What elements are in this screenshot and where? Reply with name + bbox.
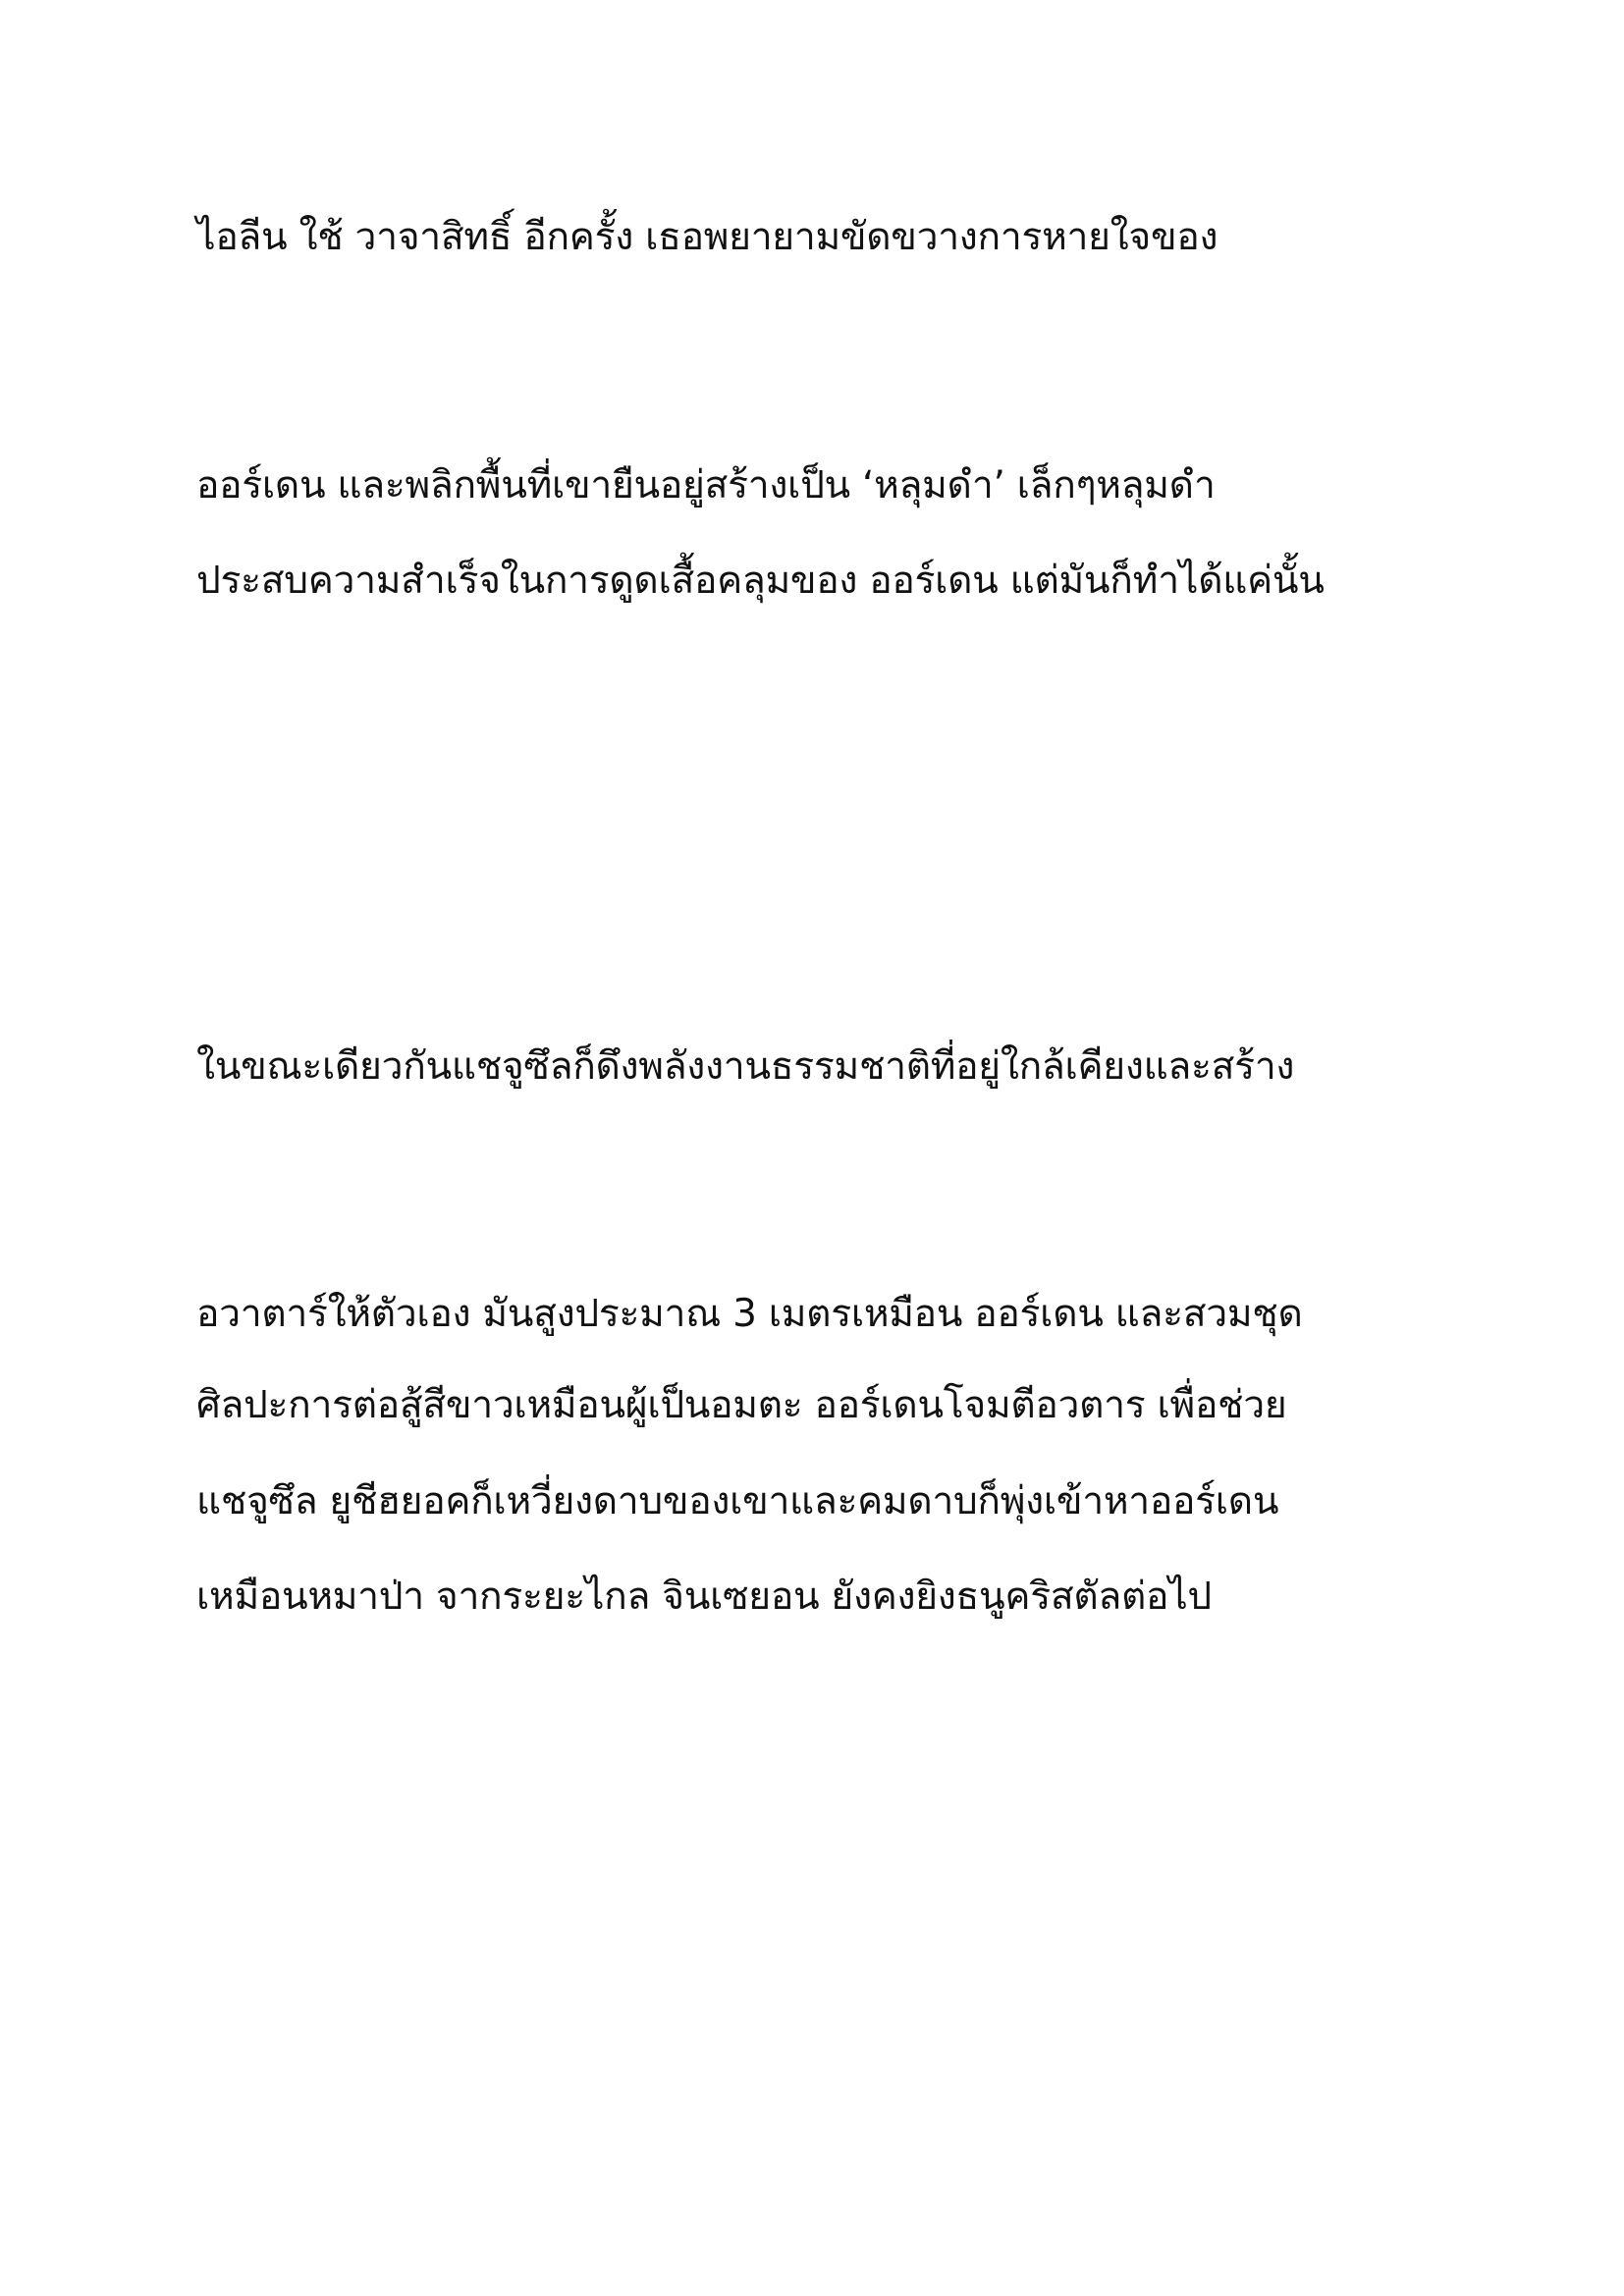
text-line: เหมือนหมาป่า จากระยะไกล จินเซยอน ยังคงยิงธนูคริสตัลต่อไป xyxy=(196,1575,1212,1619)
text-line: ประสบความสำเร็จในการดูดเสื้อคลุมของ ออร์เดน แต่มันก็ทำได้แค่นั้น xyxy=(196,559,1325,603)
text-line: ออร์เดน และพลิกพื้นที่เขายืนอยู่สร้างเป็น ‘หลุมดำ’ เล็กๆหลุมดำ xyxy=(196,463,1216,507)
text-line: ศิลปะการต่อสู้สีขาวเหมือนผู้เป็นอมตะ ออร์เดนโจมตีอวตาร เพื่อช่วย xyxy=(196,1383,1287,1427)
text-line: อวาตาร์ให้ตัวเอง มันสูงประมาณ 3 เมตรเหมือน ออร์เดน และสวมชุด xyxy=(196,1292,1303,1336)
text-line: ไอลีน ใช้ วาจาสิทธิ์ อีกครั้ง เธอพยายามขัดขวางการหายใจของ xyxy=(196,215,1218,259)
text-line: ในขณะเดียวกันแชจูซึลก็ดึงพลังงานธรรมชาติที่อยู่ใกล้เคียงและสร้าง xyxy=(196,1044,1295,1089)
text-line: แชจูซึล ยูชีฮยอคก็เหวี่ยงดาบของเขาและคมดาบก็พุ่งเข้าหาออร์เดน xyxy=(196,1479,1279,1523)
